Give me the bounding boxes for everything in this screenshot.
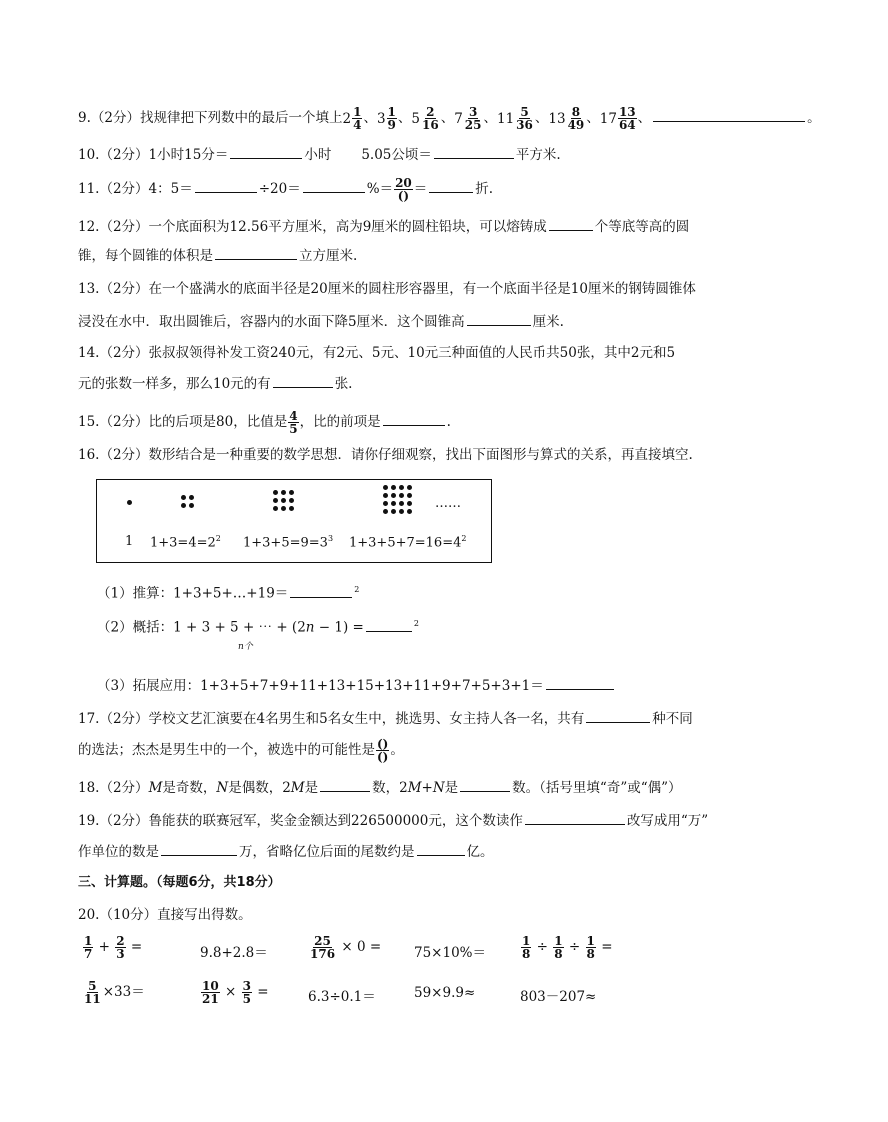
question-13-line-1	[78, 279, 728, 299]
q9-whole: 13	[548, 110, 566, 127]
q10-text-c: 5.05公顷＝	[361, 147, 432, 163]
pattern-dot	[281, 506, 286, 511]
calc-6	[82, 980, 145, 1005]
q9-whole: 17	[599, 110, 617, 127]
calc-4: 75×10%＝	[414, 945, 486, 961]
q18-var-m-3: M	[407, 780, 422, 796]
pattern-dot	[273, 490, 278, 495]
pattern-dot	[273, 506, 278, 511]
calc-5-eq: =	[601, 939, 613, 955]
pattern-dot	[189, 495, 194, 500]
q16-s2-label: （2）概括：	[97, 619, 174, 636]
q19-blank-1[interactable]	[525, 809, 625, 825]
q17-frac-num[interactable]: ()	[377, 737, 389, 751]
q19-blank-2[interactable]	[161, 840, 237, 856]
calc-1-eq: =	[130, 939, 143, 955]
q15-frac-num: 4	[289, 409, 298, 423]
calc-1-f1-den: 7	[84, 947, 93, 961]
q15-text-b: ，比的前项是	[299, 414, 381, 430]
q12-text-2b: 立方厘米.	[299, 248, 358, 264]
calc-5-op-1: ÷	[536, 939, 548, 955]
q11-text-a: 11.（2分）4：5＝	[78, 181, 193, 197]
calc-7-f1-num: 10	[202, 979, 219, 993]
q9-mixed-number	[548, 106, 586, 131]
calc-9: 59×9.9≈	[414, 985, 476, 1001]
pattern-dot	[407, 493, 412, 498]
pattern-dot	[407, 485, 412, 490]
pattern-dot	[289, 490, 294, 495]
q9-mixed-number	[411, 106, 440, 131]
q9-separator: 、	[440, 110, 455, 126]
calc-3	[308, 935, 381, 960]
q11-text-e: 折.	[475, 181, 494, 197]
q9-fraction	[618, 106, 637, 131]
pattern-dot	[391, 509, 396, 514]
question-17-line-2	[78, 738, 728, 763]
q16-s2-formula: 1 + 3 + 5 + ⋯ + (2	[173, 619, 306, 636]
calc-10: 803－207≈	[520, 989, 597, 1005]
q18-blank-2[interactable]	[460, 776, 510, 792]
q13-blank[interactable]	[467, 310, 531, 326]
q16-s1-exp: 2	[354, 585, 360, 594]
q16-sub-3	[97, 674, 747, 696]
caption-4-text: 1+3+5+7=16=4	[349, 535, 462, 551]
calc-1-f2-den: 3	[116, 947, 125, 961]
q16-s2-n: n	[305, 619, 315, 636]
q9-separator: 、	[586, 110, 600, 126]
q16-sub-2	[97, 614, 747, 638]
q11-text-d: ＝	[413, 181, 428, 197]
question-19-line-1	[78, 809, 728, 831]
q12-blank-2[interactable]	[215, 244, 297, 260]
pattern-dot	[383, 485, 388, 490]
caption-2	[150, 534, 221, 550]
calc-7-f2-num: 3	[242, 979, 251, 993]
dot-group-1	[127, 500, 132, 505]
q9-fraction	[421, 106, 440, 131]
calc-6-rest: ×33＝	[102, 984, 145, 1000]
q17-fraction[interactable]	[376, 738, 389, 763]
q9-num: 5	[520, 105, 529, 119]
question-19-line-2	[78, 840, 728, 862]
q10-blank-1[interactable]	[230, 143, 302, 159]
q18-var-m-2: M	[290, 780, 305, 796]
q9-fraction	[387, 106, 397, 131]
q16-s2-underbrace-label: n个	[238, 642, 253, 652]
calc-3-num: 25	[314, 934, 331, 948]
q9-num: 1	[387, 105, 396, 119]
q9-end: 。	[807, 110, 821, 126]
question-18	[78, 776, 728, 798]
q15-blank[interactable]	[383, 410, 445, 426]
q9-den: 25	[464, 118, 482, 132]
q12-blank-1[interactable]	[549, 215, 593, 231]
q9-whole: 3	[376, 110, 386, 127]
calc-1-f2-num: 2	[116, 934, 125, 948]
q16-text: 16.（2分）数形结合是一种重要的数学思想．请你仔细观察，找出下面图形与算式的关系，再直接填空.	[78, 447, 693, 463]
q16-sub-1	[97, 580, 747, 604]
calc-7-f1-den: 21	[202, 992, 219, 1006]
calc-1-f1-num: 1	[84, 934, 93, 948]
q9-fraction	[567, 106, 586, 131]
q11-fraction	[394, 177, 413, 202]
q9-separator: 、	[397, 110, 412, 126]
question-13-line-2	[78, 310, 728, 332]
calc-5-f3-num: 1	[586, 934, 595, 948]
pattern-dot	[181, 503, 186, 508]
calc-3-den: 176	[310, 947, 336, 961]
q9-den: 49	[567, 118, 585, 132]
calc-6-num: 5	[88, 979, 97, 993]
question-10	[78, 143, 728, 165]
q18-var-n: N	[216, 780, 229, 796]
pattern-dot	[281, 490, 286, 495]
pattern-dot	[273, 498, 278, 503]
caption-3-exp: 3	[327, 534, 334, 543]
q9-whole: 11	[496, 110, 515, 127]
q9-answer-blank[interactable]	[653, 106, 805, 122]
caption-3-text: 1+3+5=9=3	[243, 535, 328, 551]
q17-frac-den[interactable]: ()	[377, 750, 389, 764]
q10-text-a: 10.（2分）1小时15分＝	[78, 147, 229, 163]
q9-num: 3	[468, 105, 478, 119]
calc-1-op: +	[98, 939, 110, 955]
q9-den: 36	[516, 118, 533, 132]
q15-fraction	[288, 410, 298, 435]
q9-sep: 、	[637, 110, 652, 126]
q17-blank[interactable]	[586, 707, 650, 723]
q16-s3-blank[interactable]	[546, 674, 614, 690]
calc-5-f3-den: 8	[586, 947, 595, 961]
calc-5-f2-den: 8	[554, 947, 563, 961]
q16-s1-text: （1）推算：1+3+5+…+19＝	[97, 585, 289, 602]
q18-text-h: 数。（括号里填“奇”或“偶”）	[512, 780, 682, 796]
q9-mixed-number	[600, 106, 638, 131]
q15-frac-den: 5	[289, 422, 298, 436]
pattern-dot	[399, 493, 404, 498]
calc-7-op: ×	[225, 984, 237, 1000]
caption-2-exp: 2	[215, 534, 221, 543]
calc-8: 6.3÷0.1＝	[308, 989, 376, 1005]
q9-text: 9.（2分）找规律把下列数中的最后一个填上	[78, 110, 343, 126]
calc-7-eq: =	[257, 984, 269, 1000]
pattern-dot	[383, 493, 388, 498]
q10-text-b: 小时	[304, 147, 332, 163]
pattern-dot	[399, 485, 404, 490]
q17-text-1b: 种不同	[652, 711, 693, 727]
q11-text-b: ÷20＝	[258, 181, 301, 197]
pattern-dot	[399, 509, 404, 514]
q13-text-1: 13.（2分）在一个盛满水的底面半径是20厘米的圆柱形容器里，有一个底面半径是10厘米的钢铸圆锥体	[78, 281, 696, 297]
q10-text-d: 平方米.	[515, 147, 561, 163]
q9-mixed-number	[342, 106, 363, 131]
pattern-dot	[281, 498, 286, 503]
question-9	[78, 105, 821, 132]
q18-text-a: 18.（2分）	[78, 780, 149, 796]
q17-text-2a: 的选法；杰杰是男生中的一个，被选中的可能性是	[78, 742, 375, 758]
q18-text-e: 数，2	[372, 780, 408, 796]
calc-6-den: 11	[84, 992, 101, 1006]
pattern-dot	[391, 485, 396, 490]
question-15	[78, 410, 728, 435]
q15-text-a: 15.（2分）比的后项是80，比值是	[78, 414, 288, 430]
q9-fraction	[352, 106, 362, 131]
calc-3-rest: × 0 =	[341, 939, 382, 955]
q11-blank-1[interactable]	[195, 177, 257, 193]
q12-text-2a: 锥，每个圆锥的体积是	[78, 248, 213, 264]
pattern-dot	[189, 503, 194, 508]
caption-4-exp: 2	[461, 534, 467, 543]
q9-den: 4	[353, 118, 362, 132]
q11-text-c: %＝	[366, 181, 394, 197]
calc-5-f2-num: 1	[554, 934, 563, 948]
q19-text-2c: 亿。	[466, 844, 494, 860]
calc-1	[82, 935, 142, 960]
q18-var-n-2: N	[432, 780, 445, 796]
question-17-line-1	[78, 707, 728, 729]
caption-4	[349, 534, 466, 550]
section-3-heading: 三、计算题。（每题6分，共18分）	[78, 875, 281, 890]
question-11	[78, 177, 728, 202]
q9-whole: 2	[342, 110, 352, 127]
question-12-line-2	[78, 244, 728, 266]
q9-separator: 、	[534, 110, 549, 126]
caption-2-text: 1+3=4=2	[150, 535, 216, 551]
q13-text-2a: 浸没在水中．取出圆锥后，容器内的水面下降5厘米．这个圆锥高	[78, 314, 465, 330]
calc-5	[520, 935, 613, 960]
calc-5-op-2: ÷	[568, 939, 581, 955]
caption-3	[243, 534, 333, 550]
q19-text-2b: 万，省略亿位后面的尾数约是	[239, 844, 415, 860]
q18-text-d: 是	[304, 780, 319, 796]
pattern-ellipsis: ……	[435, 496, 461, 511]
q11-frac-num: 20	[395, 176, 412, 190]
caption-1-text: 1	[125, 534, 134, 549]
q11-blank-2[interactable]	[303, 177, 365, 193]
q18-text-c: 是偶数，2	[228, 780, 291, 796]
question-14-line-1	[78, 343, 728, 363]
calc-7-f2-den: 5	[242, 992, 251, 1006]
q9-whole: 5	[411, 110, 420, 127]
calc-5-f1-num: 1	[522, 934, 531, 948]
q9-num: 13	[618, 105, 636, 119]
q9-mixed-number	[497, 106, 535, 131]
q15-text-c: .	[446, 414, 451, 430]
pattern-dot	[289, 498, 294, 503]
q9-fraction	[464, 106, 483, 131]
q9-sequence	[342, 105, 637, 132]
q17-text-1a: 17.（2分）学校文艺汇演要在4名男生和5名女生中，挑选男、女主持人各一名，共有	[78, 711, 585, 727]
q16-s3-text: （3）拓展应用：1+3+5+7+9+11+13+15+13+11+9+7+5+3+1＝	[97, 678, 544, 694]
dot-pattern-figure	[96, 479, 492, 563]
q18-text-b: 是奇数，	[162, 780, 217, 796]
pattern-dot	[181, 495, 186, 500]
calc-5-f1-den: 8	[522, 947, 531, 961]
calc-7	[200, 980, 269, 1005]
q14-text-2b: 张.	[334, 376, 353, 392]
caption-1	[125, 534, 133, 549]
q9-den: 16	[421, 118, 439, 132]
q14-text-2a: 元的张数一样多，那么10元的有	[78, 376, 271, 392]
q16-s2-formula-end: − 1) =	[314, 619, 364, 636]
q19-text-2a: 作单位的数是	[78, 844, 159, 860]
q13-text-2b: 厘米.	[532, 314, 564, 330]
pattern-dot	[391, 493, 396, 498]
q9-mixed-number	[454, 106, 483, 131]
q9-num: 1	[353, 105, 362, 119]
q12-text-1b: 个等底等高的圆	[594, 219, 690, 235]
pattern-dot	[407, 501, 412, 506]
q10-blank-2[interactable]	[434, 143, 514, 159]
pattern-dot	[399, 501, 404, 506]
pattern-dot	[383, 509, 388, 514]
q9-mixed-number	[377, 106, 398, 131]
pattern-dot	[407, 509, 412, 514]
pattern-dot	[383, 501, 388, 506]
q16-s1-blank[interactable]	[290, 582, 352, 598]
q19-text-1b: 改写成用“万”	[626, 813, 709, 829]
calc-2: 9.8+2.8＝	[200, 945, 268, 961]
q14-blank[interactable]	[273, 372, 333, 388]
question-12-line-1	[78, 215, 728, 237]
question-14-line-2	[78, 372, 728, 394]
q11-blank-3[interactable]	[429, 177, 473, 193]
q11-frac-den[interactable]: ()	[397, 189, 410, 203]
pattern-dot	[391, 501, 396, 506]
q18-text-g: 是	[444, 780, 459, 796]
q17-text-2b: 。	[390, 742, 404, 758]
q14-text-1: 14.（2分）张叔叔领得补发工资240元，有2元、5元、10元三种面值的人民币共50张，其中2元和5	[78, 345, 676, 361]
question-16-intro	[78, 445, 728, 465]
q19-text-1a: 19.（2分）鲁能获的联赛冠军，奖金金额达到226500000元，这个数读作	[78, 813, 523, 829]
q9-num: 8	[571, 105, 581, 119]
q9-fraction	[515, 106, 534, 131]
q9-den: 64	[618, 118, 636, 132]
q9-separator: 、	[363, 110, 377, 126]
question-20-title: 20.（10分）直接写出得数。	[78, 907, 252, 923]
q9-separator: 、	[483, 110, 497, 126]
q16-s2-exp: 2	[413, 619, 419, 628]
q18-plus: +	[421, 780, 433, 796]
pattern-dot	[289, 506, 294, 511]
q19-blank-3[interactable]	[417, 840, 465, 856]
q12-text-1a: 12.（2分）一个底面积为12.56平方厘米，高为9厘米的圆柱铅块，可以熔铸成	[78, 219, 547, 235]
q9-den: 9	[387, 118, 396, 132]
q16-s2-blank[interactable]	[366, 616, 412, 632]
q18-blank-1[interactable]	[320, 776, 370, 792]
q9-num: 2	[426, 105, 435, 119]
q9-whole: 7	[454, 110, 463, 127]
q18-var-m: M	[148, 780, 163, 796]
